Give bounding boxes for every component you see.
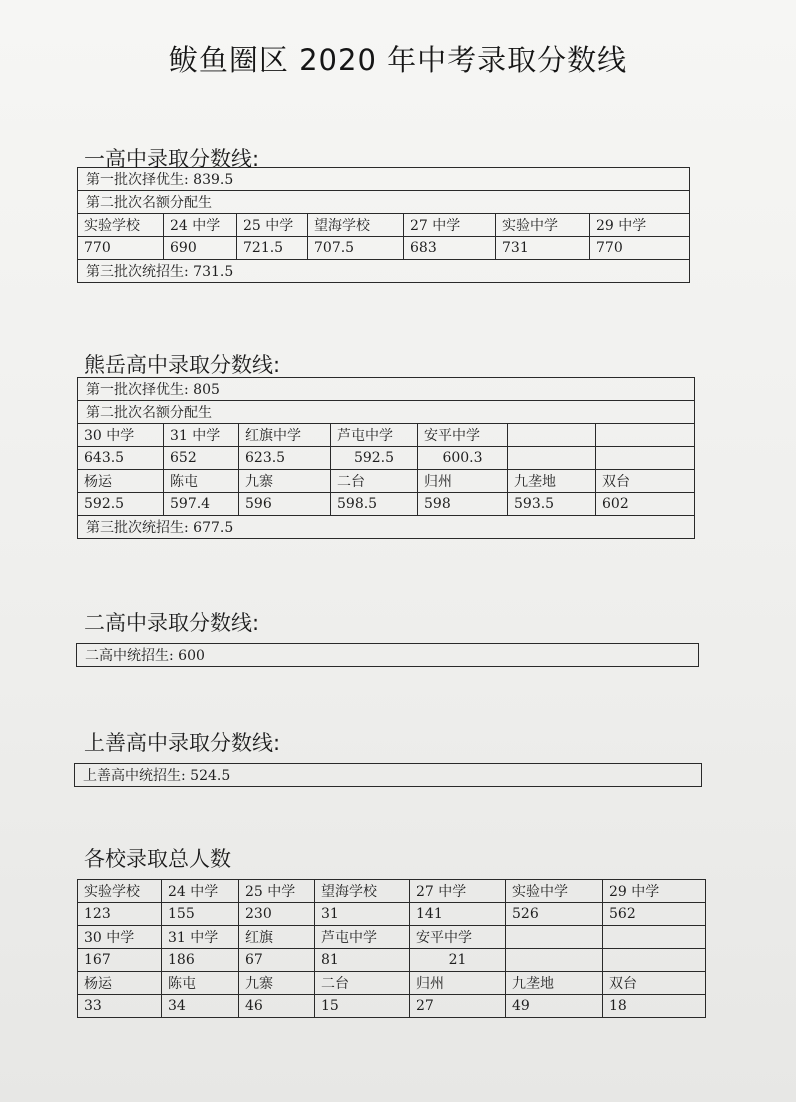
table-cell: 望海学校 (308, 214, 404, 237)
table-cell: 600.3 (418, 447, 508, 470)
table-cell: 安平中学 (410, 926, 506, 949)
table-cell: 592.5 (78, 493, 164, 516)
table-cell: 红旗 (239, 926, 315, 949)
table-cell: 25 中学 (239, 880, 315, 903)
xiongyue-batch1: 第一批次择优生: 805 (78, 378, 695, 401)
section-heading-shangshan: 上善高中录取分数线: (84, 731, 281, 755)
table-cell: 597.4 (164, 493, 239, 516)
ergao-line: 二高中统招生: 600 (76, 643, 699, 667)
table-cell: 683 (404, 237, 496, 260)
table-cell: 49 (506, 995, 603, 1018)
table-cell: 141 (410, 903, 506, 926)
table-cell: 二台 (331, 470, 418, 493)
table-cell: 实验学校 (78, 880, 162, 903)
table-cell: 实验学校 (78, 214, 164, 237)
table-cell: 31 中学 (162, 926, 239, 949)
totals-count-row-1 (78, 903, 706, 926)
yigao-score-row (78, 237, 690, 260)
table-cell: 杨运 (78, 470, 164, 493)
table-cell: 155 (162, 903, 239, 926)
yigao-batch2: 第二批次名额分配生 (78, 191, 690, 214)
table-cell: 81 (315, 949, 410, 972)
totals-school-row-1 (78, 880, 706, 903)
section-heading-ergao: 二高中录取分数线: (84, 611, 260, 635)
xiongyue-score-row-1 (78, 447, 695, 470)
table-cell: 27 (410, 995, 506, 1018)
table-cell: 593.5 (508, 493, 596, 516)
xiongyue-batch3: 第三批次统招生: 677.5 (78, 516, 695, 539)
shangshan-line: 上善高中统招生: 524.5 (74, 763, 702, 787)
table-cell: 归州 (410, 972, 506, 995)
table-cell: 27 中学 (410, 880, 506, 903)
yigao-batch3: 第三批次统招生: 731.5 (78, 260, 690, 283)
table-cell: 34 (162, 995, 239, 1018)
table-cell (596, 447, 695, 470)
table-cell: 770 (78, 237, 164, 260)
table-cell: 红旗中学 (239, 424, 331, 447)
table-cell: 18 (603, 995, 706, 1018)
yigao-school-row (78, 214, 690, 237)
table-cell (508, 447, 596, 470)
table-cell: 九寨 (239, 470, 331, 493)
table-cell: 123 (78, 903, 162, 926)
table-cell: 实验中学 (506, 880, 603, 903)
table-cell: 602 (596, 493, 695, 516)
table-cell: 双台 (596, 470, 695, 493)
table-cell: 707.5 (308, 237, 404, 260)
table-cell: 15 (315, 995, 410, 1018)
table-cell: 归州 (418, 470, 508, 493)
section-heading-yigao: 一高中录取分数线: (84, 147, 260, 171)
table-cell: 690 (164, 237, 237, 260)
xiongyue-school-row-1 (78, 424, 695, 447)
table-cell: 592.5 (331, 447, 418, 470)
table-cell: 30 中学 (78, 424, 164, 447)
totals-table (77, 879, 706, 1018)
table-cell: 望海学校 (315, 880, 410, 903)
table-cell: 562 (603, 903, 706, 926)
table-cell: 526 (506, 903, 603, 926)
xiongyue-score-table (77, 377, 695, 539)
table-cell (596, 424, 695, 447)
page-title: 鲅鱼圈区 2020 年中考录取分数线 (168, 43, 628, 77)
table-cell: 双台 (603, 972, 706, 995)
section-heading-totals: 各校录取总人数 (84, 847, 231, 871)
table-cell: 623.5 (239, 447, 331, 470)
xiongyue-batch2: 第二批次名额分配生 (78, 401, 695, 424)
table-cell: 九寨 (239, 972, 315, 995)
table-cell: 721.5 (237, 237, 308, 260)
table-cell: 芦屯中学 (331, 424, 418, 447)
table-cell (506, 949, 603, 972)
table-cell: 643.5 (78, 447, 164, 470)
table-cell: 陈屯 (164, 470, 239, 493)
table-cell: 27 中学 (404, 214, 496, 237)
table-cell: 杨运 (78, 972, 162, 995)
table-cell: 33 (78, 995, 162, 1018)
table-cell: 陈屯 (162, 972, 239, 995)
table-cell: 598.5 (331, 493, 418, 516)
table-cell: 24 中学 (164, 214, 237, 237)
table-cell: 731 (496, 237, 590, 260)
table-cell: 30 中学 (78, 926, 162, 949)
totals-school-row-3 (78, 972, 706, 995)
table-cell: 652 (164, 447, 239, 470)
table-cell: 25 中学 (237, 214, 308, 237)
table-cell: 29 中学 (603, 880, 706, 903)
totals-school-row-2 (78, 926, 706, 949)
table-cell: 29 中学 (590, 214, 690, 237)
table-cell: 31 (315, 903, 410, 926)
table-cell: 二台 (315, 972, 410, 995)
table-cell: 46 (239, 995, 315, 1018)
table-cell: 24 中学 (162, 880, 239, 903)
xiongyue-school-row-2 (78, 470, 695, 493)
table-cell (603, 926, 706, 949)
xiongyue-score-row-2 (78, 493, 695, 516)
table-cell: 230 (239, 903, 315, 926)
table-cell: 598 (418, 493, 508, 516)
table-cell: 安平中学 (418, 424, 508, 447)
table-cell (603, 949, 706, 972)
table-cell: 九垄地 (506, 972, 603, 995)
table-cell: 770 (590, 237, 690, 260)
table-cell: 九垄地 (508, 470, 596, 493)
table-cell: 596 (239, 493, 331, 516)
table-cell: 67 (239, 949, 315, 972)
table-cell: 芦屯中学 (315, 926, 410, 949)
yigao-score-table (77, 167, 690, 283)
table-cell: 21 (410, 949, 506, 972)
table-cell: 实验中学 (496, 214, 590, 237)
totals-count-row-3 (78, 995, 706, 1018)
yigao-batch1: 第一批次择优生: 839.5 (78, 168, 690, 191)
table-cell: 167 (78, 949, 162, 972)
table-cell: 31 中学 (164, 424, 239, 447)
section-heading-xiongyue: 熊岳高中录取分数线: (84, 353, 281, 377)
totals-count-row-2 (78, 949, 706, 972)
table-cell (506, 926, 603, 949)
table-cell (508, 424, 596, 447)
table-cell: 186 (162, 949, 239, 972)
